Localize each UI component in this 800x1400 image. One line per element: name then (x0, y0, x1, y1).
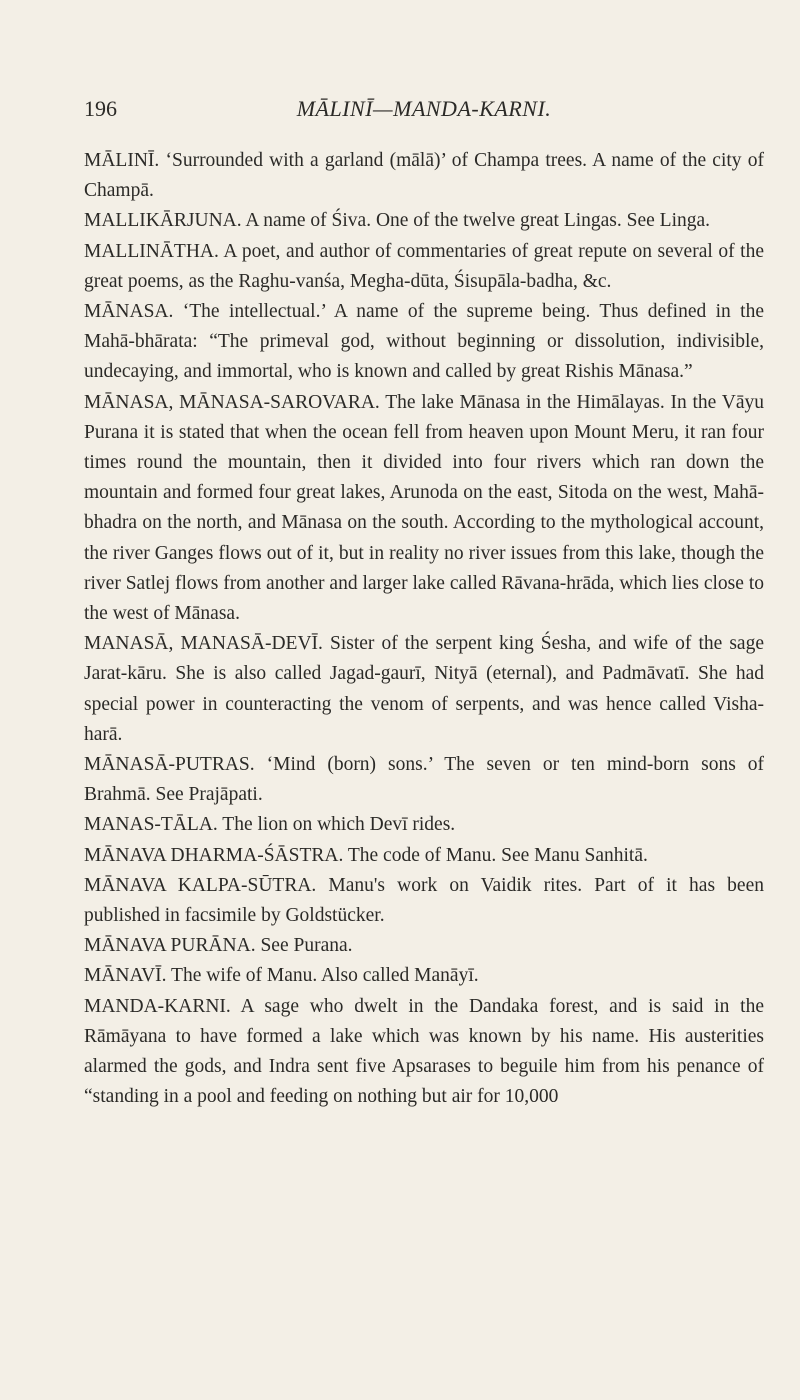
dictionary-text (84, 146, 764, 1113)
entry-manava-purana: MĀNAVA PURĀNA. See Purana. (84, 935, 353, 957)
entry-manasa-devi: MANASĀ, MANASĀ-DEVĪ. Sister of the serpent king Śesha, and wife of the sage Jarat-kāru. She is also called Jagad-gaurī, Nityā (eternal), and Padmāvatī. She had special power in counteracting the venom of serpents, and was hence called Visha-harā. (84, 633, 764, 745)
entry-manava-kalpa-sutra: MĀNAVA KALPA-SŪTRA. Manu's work on Vaidik rites. Part of it has been published in facsimile by Goldstücker. (84, 874, 764, 927)
entry-mallikarjuna: MALLIKĀRJUNA. A name of Śiva. One of the twelve great Lingas. See Linga. (84, 210, 711, 232)
entry-manasa-sarovara: MĀNASA, MĀNASA-SAROVARA. The lake Mānasa in the Himālayas. In the Vāyu Purana it is stated that when the ocean fell from heaven upon Mount Meru, it ran four times round the mountain, then it divided into four rivers which ran down the mountain and formed four great lakes, Arunoda on the east, Sitoda on the west, Mahā-bhadra on the north, and Mānasa on the south. According to the mythological account, the river Ganges flows out of it, but in reality no river issues from this lake, though the river Satlej flows from another and larger lake called Rāvana-hrāda, which lies close to the west of Mānasa. (84, 391, 764, 625)
page-number: 196 (84, 96, 117, 121)
entry-manava-dharma-sastra: MĀNAVA DHARMA-ŚĀSTRA. The code of Manu. See Manu Sanhitā. (84, 844, 648, 866)
entry-mallinatha: MALLINĀTHA. A poet, and author of commentaries of great repute on several of the great poems, as the Raghu-vanśa, Megha-dūta, Śisupāla-badha, &c. (84, 240, 764, 292)
running-head: MĀLINĪ—MANDA-KARNI. (296, 96, 552, 121)
entry-manas-tala: MANAS-TĀLA. The lion on which Devī rides. (84, 814, 456, 836)
entry-malini: MĀLINĪ. ‘Surrounded with a garland (mālā)’ of Champa trees. A name of the city of Champā. (84, 150, 764, 202)
entry-manda-karni: MANDA-KARNI. A sage who dwelt in the Dandaka forest, and is said in the Rāmāyana to have formed a lake which was known by his name. His austerities alarmed the gods, and Indra sent five Apsarases to beguile him from his penance of “standing in a pool and feeding on nothing but air for 10,000 (84, 995, 764, 1108)
entry-manasa: MĀNASA. ‘The intellectual.’ A name of the supreme being. Thus defined in the Mahā-bhārata: “The primeval god, without beginning or dissolution, indivisible, undecaying, and immortal, who is known and called by great Rishis Mānasa.” (84, 301, 764, 383)
entry-manasa-putras: MĀNASĀ-PUTRAS. ‘Mind (born) sons.’ The seven or ten mind-born sons of Brahmā. See Prajāpati. (84, 754, 764, 806)
entry-manavi: MĀNAVĪ. The wife of Manu. Also called Manāyī. (84, 965, 479, 987)
